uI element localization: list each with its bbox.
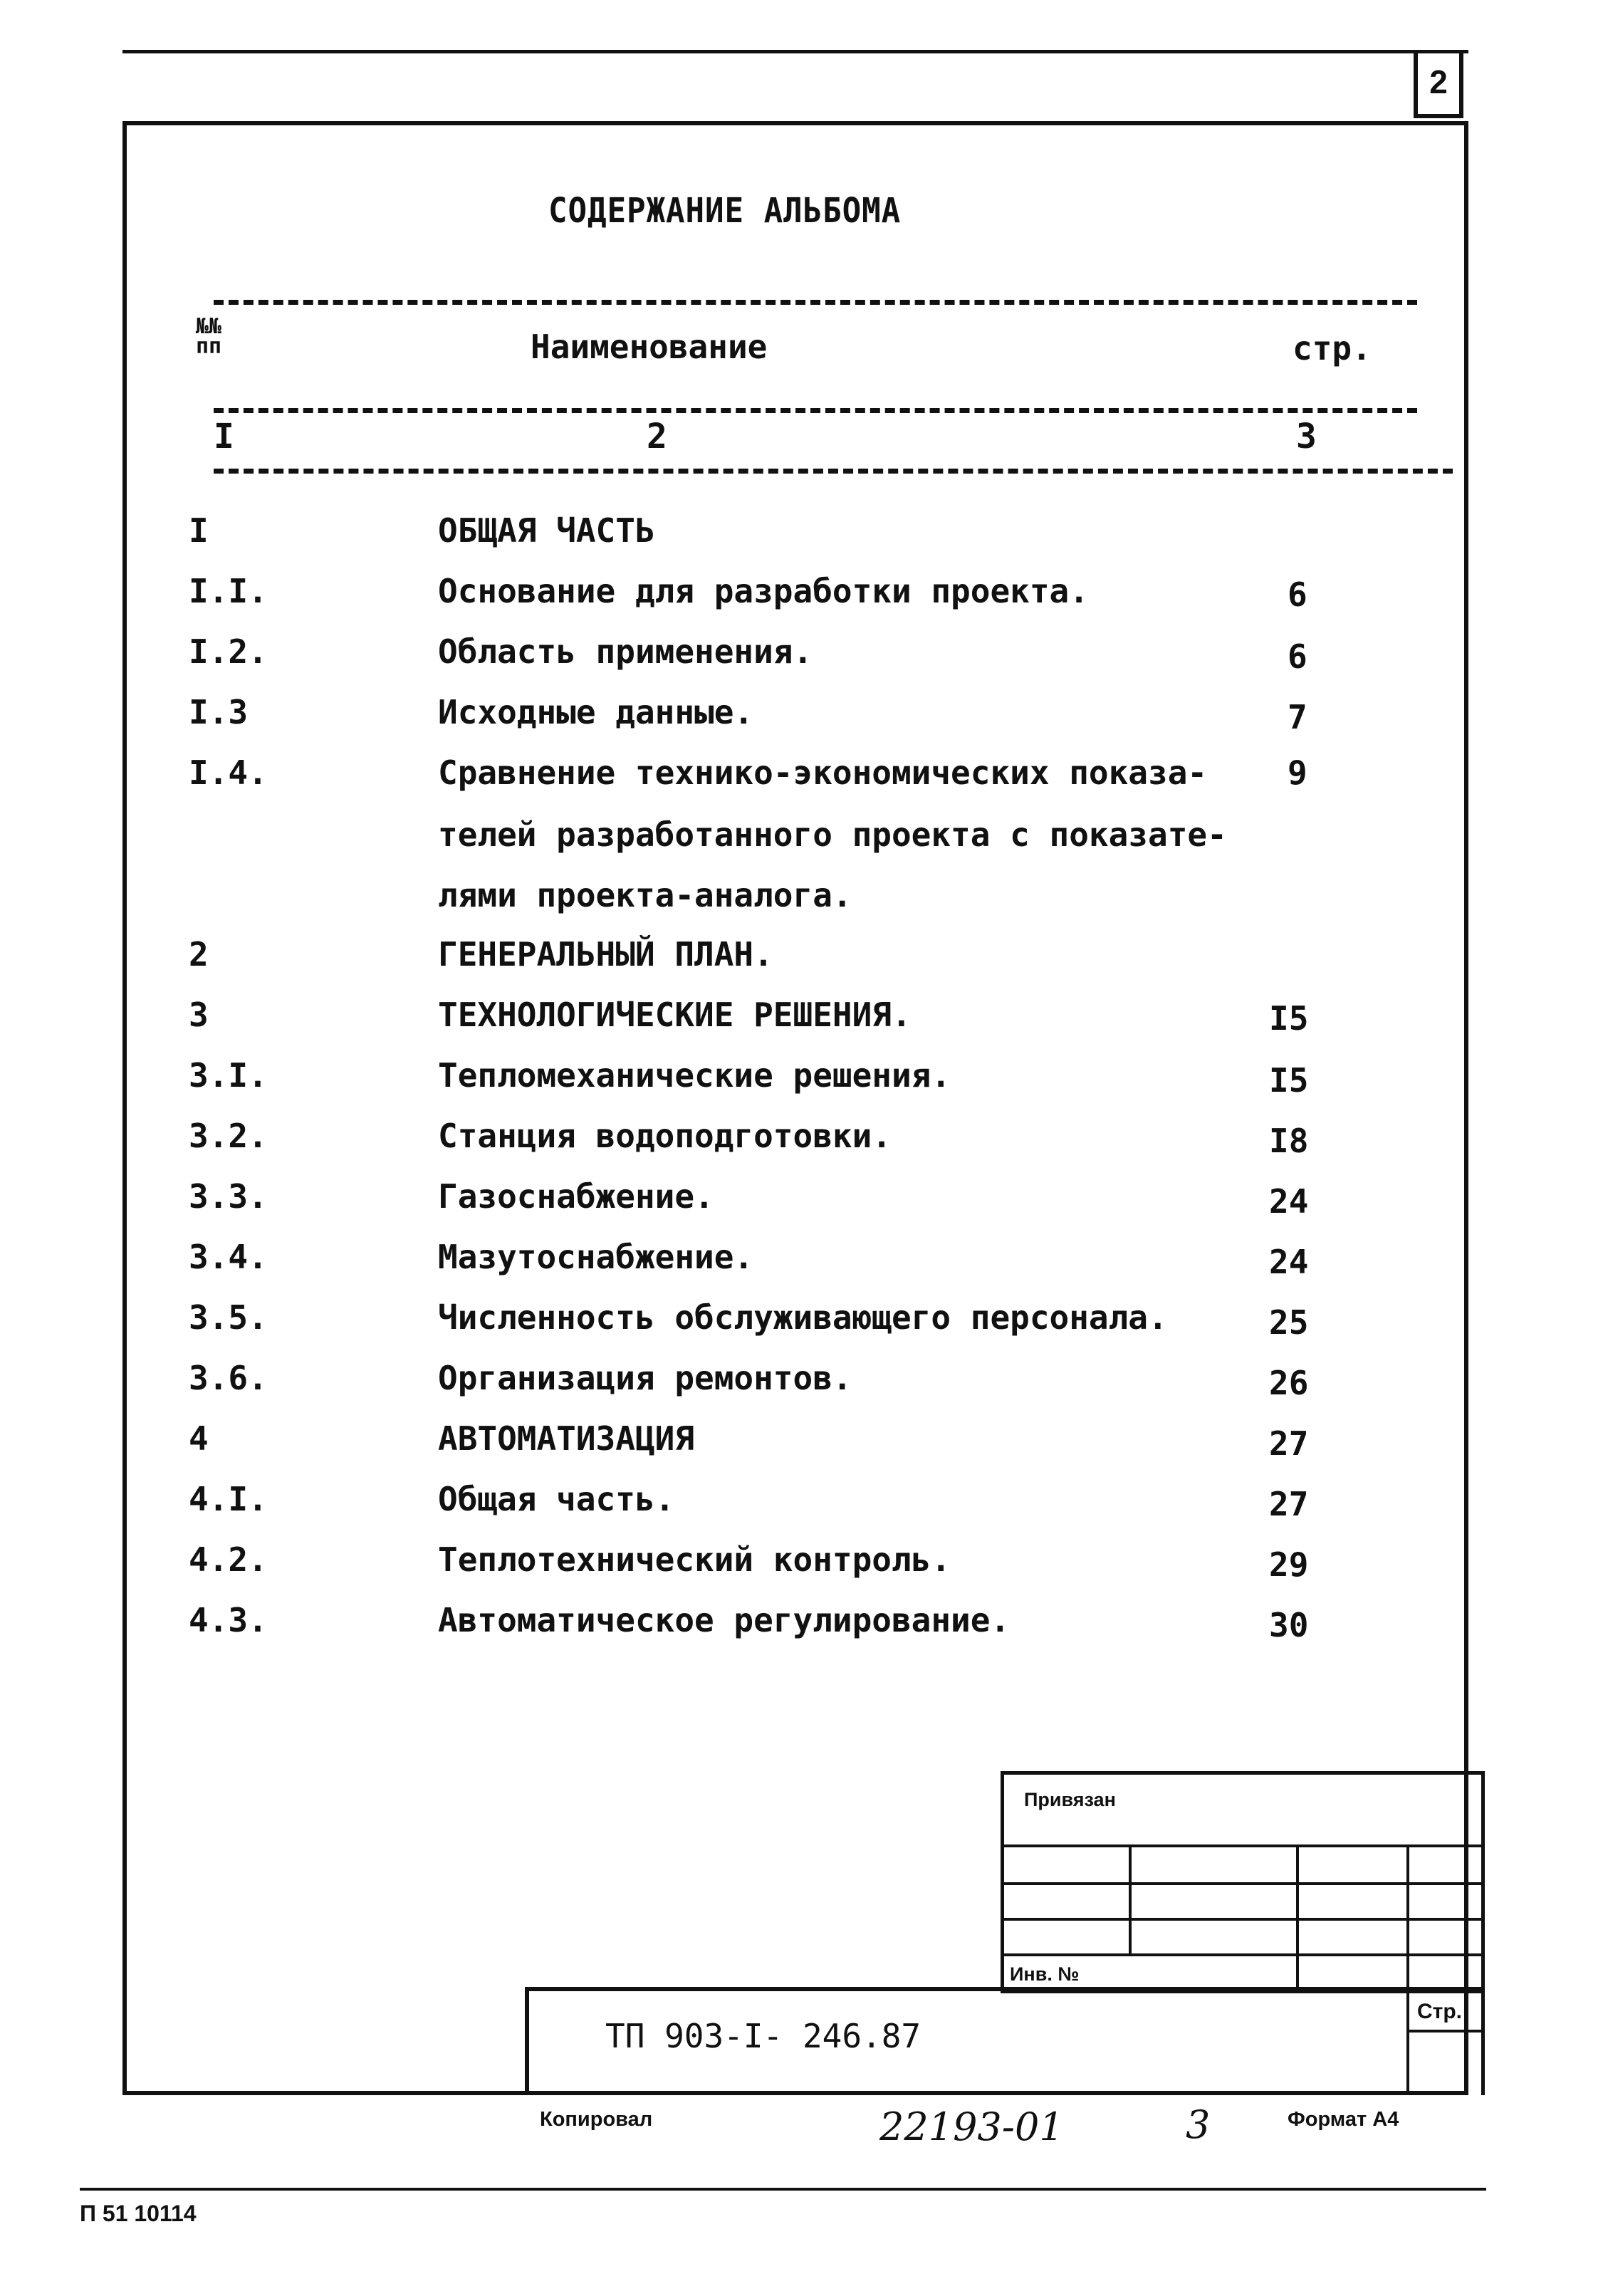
row-page: I5 — [1269, 999, 1309, 1038]
row-number: 3.3. — [189, 1177, 268, 1216]
row-page: I5 — [1269, 1061, 1309, 1100]
row-page: 27 — [1269, 1424, 1309, 1463]
row-title: Мазутоснабжение. — [438, 1238, 754, 1276]
row-title: Область применения. — [438, 632, 813, 671]
row-title: Основание для разработки проекта. — [438, 572, 1089, 610]
header-page-col: стр. — [1293, 329, 1372, 367]
page-title: СОДЕРЖАНИЕ АЛЬБОМА — [548, 191, 902, 231]
top-rule — [122, 50, 1468, 53]
column-number-3: 3 — [1296, 417, 1317, 456]
row-page: 6 — [1288, 575, 1307, 614]
row-number: I.2. — [189, 632, 268, 671]
row-number: 3.4. — [189, 1238, 268, 1276]
row-title: Теплотехнический контроль. — [438, 1540, 951, 1579]
row-page: 27 — [1269, 1485, 1309, 1523]
stamp-line — [1296, 1844, 1299, 1993]
row-title-line1: Сравнение технико-экономических показа- — [438, 753, 1208, 792]
stamp-line — [1001, 1771, 1485, 1775]
row-page: 26 — [1269, 1364, 1309, 1402]
row-title: Численность обслуживающего персонала. — [438, 1298, 1168, 1337]
header-name-col: Наименование — [531, 328, 768, 366]
handwritten-number: 22193-01 — [879, 2104, 1064, 2149]
row-number: 3.5. — [189, 1298, 268, 1337]
column-number-2: 2 — [647, 417, 667, 456]
header-num-col-line1: №№ — [196, 314, 222, 339]
row-title: ГЕНЕРАЛЬНЫЙ ПЛАН. — [438, 935, 773, 974]
row-page: 24 — [1269, 1182, 1309, 1221]
bottom-code: П 51 10114 — [80, 2201, 197, 2226]
row-page: I8 — [1269, 1122, 1309, 1160]
stamp-line — [1129, 1844, 1132, 1955]
row-title: Автоматическое регулирование. — [438, 1601, 1011, 1639]
row-number: 3.I. — [189, 1056, 268, 1095]
header-dash-bottom — [214, 469, 1453, 474]
header-num-col — [196, 314, 222, 359]
document-code: ТП 903-I- 246.87 — [605, 2017, 921, 2055]
row-title: Газоснабжение. — [438, 1177, 714, 1216]
row-title: Исходные данные. — [438, 693, 754, 731]
row-page: 25 — [1269, 1303, 1309, 1342]
row-number: 3.2. — [189, 1117, 268, 1155]
row-page: 24 — [1269, 1243, 1309, 1281]
privyazan-label: Привязан — [1024, 1789, 1116, 1810]
row-number: I.3 — [189, 693, 249, 731]
stamp-line — [1001, 1771, 1004, 1992]
row-number: I — [189, 511, 209, 550]
row-title-line2: телей разработанного проекта с показате- — [438, 815, 1227, 854]
header-dash-middle — [214, 408, 1417, 413]
format-label: Формат А4 — [1288, 2108, 1399, 2131]
row-number: 4 — [189, 1419, 209, 1458]
column-number-1: I — [214, 417, 234, 456]
page-frame — [122, 121, 1468, 2095]
row-number: I.I. — [189, 572, 268, 610]
row-number: 4.I. — [189, 1480, 268, 1518]
row-title: Станция водоподготовки. — [438, 1117, 892, 1155]
header-num-col-line2: пп — [196, 334, 222, 359]
row-number: 3.6. — [189, 1359, 268, 1397]
row-title-line3: лями проекта-аналога. — [438, 876, 852, 914]
stamp-line — [1001, 1882, 1485, 1885]
row-title: ТЕХНОЛОГИЧЕСКИЕ РЕШЕНИЯ. — [438, 996, 912, 1034]
stamp-line — [1001, 1918, 1485, 1921]
stamp-line — [1406, 2030, 1485, 2033]
stamp-line — [1481, 1771, 1485, 2095]
sheet-number: 2 — [1414, 50, 1463, 118]
row-number: I.4. — [189, 753, 268, 792]
stamp-line — [1001, 1953, 1485, 1956]
row-title: ОБЩАЯ ЧАСТЬ — [438, 511, 655, 550]
handwritten-page: 3 — [1186, 2102, 1211, 2147]
row-title: Общая часть. — [438, 1480, 675, 1518]
inv-number-label: Инв. № — [1010, 1963, 1080, 1985]
row-number: 4.2. — [189, 1540, 268, 1579]
stamp-line — [525, 1987, 529, 2095]
stamp-line — [1001, 1844, 1485, 1847]
row-title: Организация ремонтов. — [438, 1359, 852, 1397]
page-label: Стр. — [1417, 2000, 1463, 2023]
row-title: АВТОМАТИЗАЦИЯ — [438, 1419, 695, 1458]
copied-label: Копировал — [540, 2108, 653, 2131]
row-page: 30 — [1269, 1606, 1309, 1644]
row-number: 2 — [189, 935, 209, 974]
row-title: Тепломеханические решения. — [438, 1056, 951, 1095]
row-number: 3 — [189, 996, 209, 1034]
row-page: 7 — [1288, 698, 1307, 736]
row-page: 29 — [1269, 1545, 1309, 1584]
bottom-rule — [80, 2188, 1486, 2191]
row-number: 4.3. — [189, 1601, 268, 1639]
stamp-line — [1406, 1844, 1409, 2095]
row-page: 9 — [1288, 753, 1307, 792]
stamp-line — [525, 1987, 1485, 1991]
row-page: 6 — [1288, 637, 1307, 676]
header-dash-top — [214, 300, 1417, 305]
